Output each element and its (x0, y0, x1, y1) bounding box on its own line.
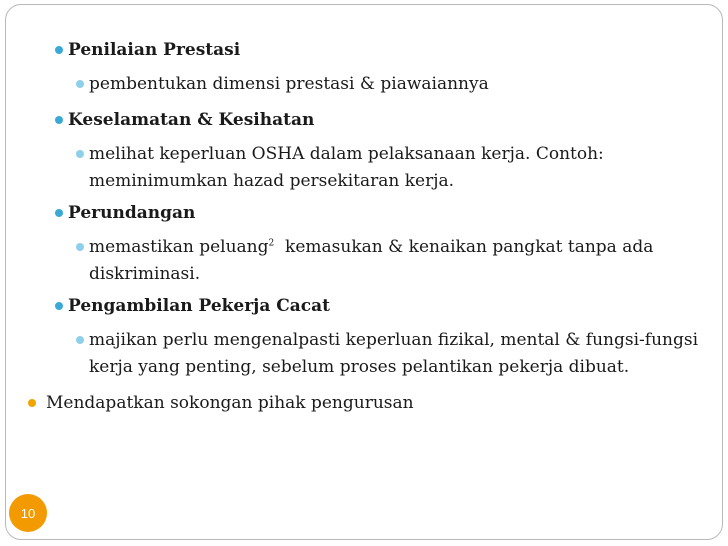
bullet-icon (55, 209, 63, 217)
bullet-icon (55, 46, 63, 54)
page-number-badge: 10 (9, 494, 47, 532)
bullet-icon (76, 336, 84, 344)
bullet-icon (76, 243, 84, 251)
list-item-line2: kerja yang penting, sebelum proses pelantikan pekerja dibuat. (89, 357, 630, 377)
bullet-icon (28, 399, 36, 407)
heading-perundangan: Perundangan (68, 203, 196, 223)
bullet-icon (76, 150, 84, 158)
list-item-line1: majikan perlu mengenalpasti keperluan fizikal, mental & fungsi-fungsi (89, 330, 699, 350)
list-item-text: kemasukan & kenaikan pangkat tanpa ada (274, 237, 654, 257)
list-item-line1 (89, 235, 653, 260)
list-item-line2: diskriminasi. (89, 264, 201, 284)
list-item-line2: meminimumkan hazad persekitaran kerja. (89, 171, 455, 191)
bullet-icon (55, 116, 63, 124)
list-item-line1: melihat keperluan OSHA dalam pelaksanaan kerja. Contoh: (89, 144, 604, 164)
bullet-icon (76, 80, 84, 88)
list-item-text: memastikan peluang (89, 237, 269, 257)
bullet-icon (55, 302, 63, 310)
heading-keselamatan-kesihatan: Keselamatan & Kesihatan (68, 110, 315, 130)
heading-penilaian-prestasi: Penilaian Prestasi (68, 40, 241, 60)
superscript: 2 (268, 238, 275, 249)
top-level-item: Mendapatkan sokongan pihak pengurusan (46, 393, 414, 413)
heading-pengambilan-pekerja-cacat: Pengambilan Pekerja Cacat (68, 296, 331, 316)
list-item: pembentukan dimensi prestasi & piawaiannya (89, 74, 489, 94)
